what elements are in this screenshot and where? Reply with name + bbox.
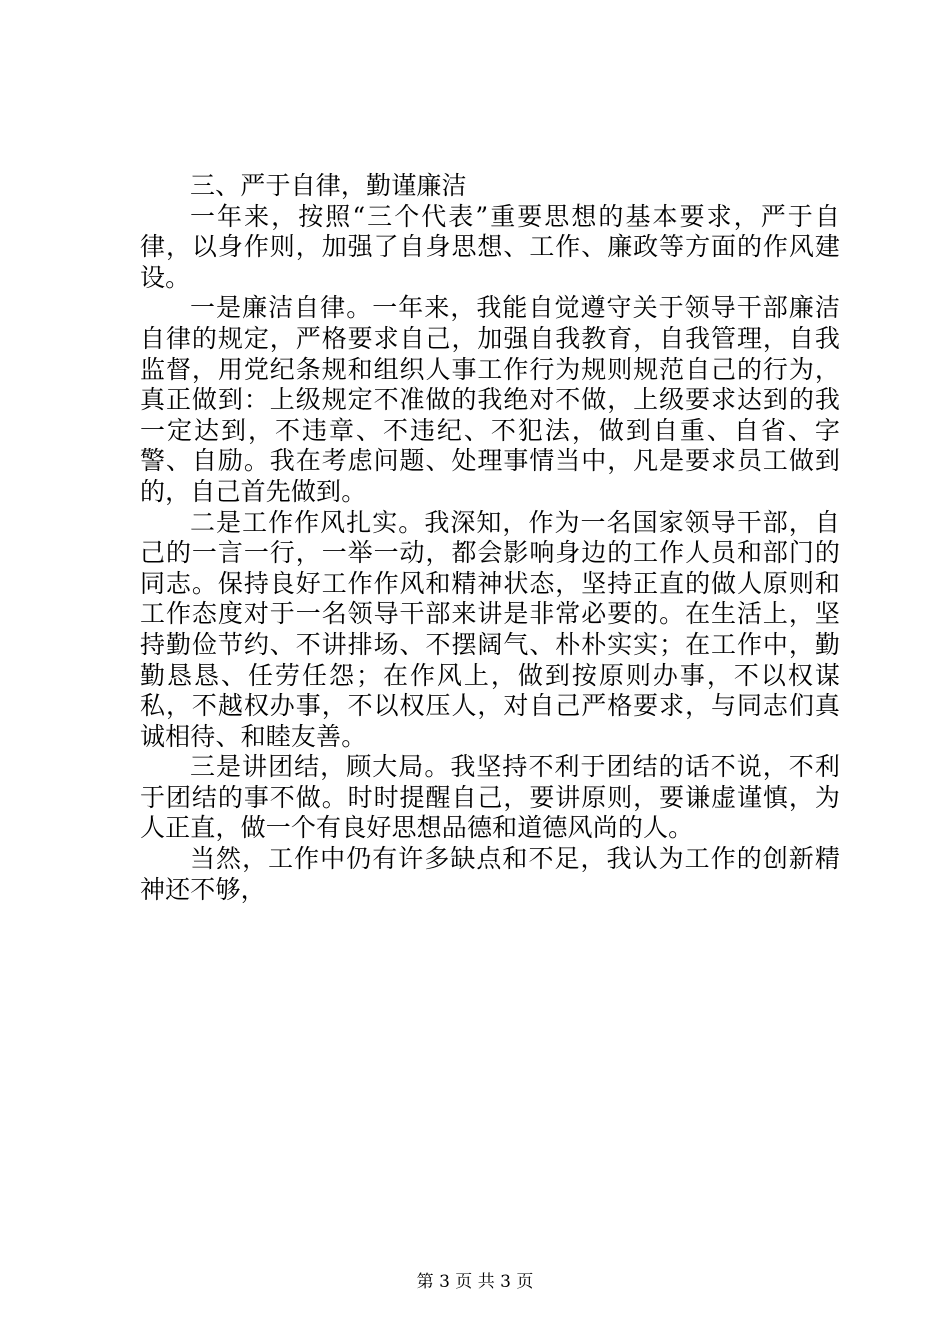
paragraph-shortcomings: 当然，工作中仍有许多缺点和不足，我认为工作的创新精神还不够，	[140, 844, 840, 904]
paragraph-intro: 一年来，按照“三个代表”重要思想的基本要求，严于自律，以身作则，加强了自身思想、工作、廉政等方面的作风建设。	[140, 201, 840, 292]
section-heading: 三、严于自律，勤谨廉洁	[190, 171, 467, 200]
paragraph-work-style: 二是工作作风扎实。我深知，作为一名国家领导干部，自己的一言一行，一举一动，都会影响身边的工作人员和部门的同志。保持良好工作作风和精神状态，坚持正直的做人原则和工作态度对于一名领导干部来讲是非常必要的。在生活上，坚持勤俭节约、不讲排场、不摆阔气、朴朴实实；在工作中，勤勤恳恳、任劳任怨；在作风上，做到按原则办事，不以权谋私，不越权办事，不以权压人，对自己严格要求，与同志们真诚相待、和睦友善。	[140, 507, 840, 751]
paragraph-unity: 三是讲团结，顾大局。我坚持不利于团结的话不说，不利于团结的事不做。时时提醒自己，要讲原则，要谦虚谨慎，为人正直，做一个有良好思想品德和道德风尚的人。	[140, 752, 840, 843]
paragraph-integrity: 一是廉洁自律。一年来，我能自觉遵守关于领导干部廉洁自律的规定，严格要求自己，加强自我教育，自我管理，自我监督，用党纪条规和组织人事工作行为规则规范自己的行为，真正做到：上级规定不准做的我绝对不做，上级要求达到的我一定达到，不违章、不违纪、不犯法，做到自重、自省、字警、自励。我在考虑问题、处理事情当中，凡是要求员工做到的，自己首先做到。	[140, 293, 840, 506]
document-body	[140, 171, 840, 905]
page-number-footer: 第 3 页 共 3 页	[416, 1272, 534, 1292]
